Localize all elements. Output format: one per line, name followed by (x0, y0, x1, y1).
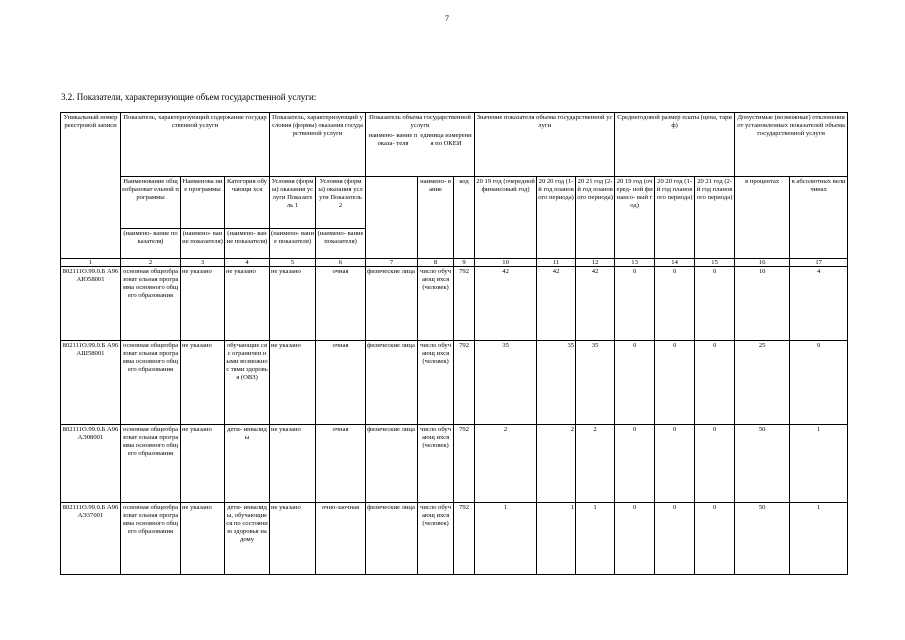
col-number: 15 (695, 259, 735, 267)
sub-program-name: Наименование общеобразоват ельной программы (121, 177, 181, 229)
cell-fee-2: 0 (655, 425, 695, 503)
cell-indicator: физические лица (366, 267, 418, 341)
col-number: 6 (316, 259, 366, 267)
cell-value-3: 2 (576, 425, 615, 503)
table-row (61, 341, 848, 425)
cell-fee-3: 0 (695, 267, 735, 341)
cell-fee-3: 0 (695, 503, 735, 575)
cell-value-2: 2 (537, 425, 576, 503)
cell-registry: 802111О.99.0.Б А96АЮ58001 (61, 267, 121, 341)
cell-cond2: очная (316, 267, 366, 341)
col-number: 9 (454, 259, 475, 267)
sub-year2: 20 20 год (1-й год планового периода) (537, 177, 576, 259)
col-number: 7 (366, 259, 418, 267)
volume-indicators-table (60, 112, 848, 575)
cell-value-2: 1 (537, 503, 576, 575)
cell-dev-absolute: 1 (790, 503, 848, 575)
col-number: 12 (576, 259, 615, 267)
header-indicator-name: наимено- вание показа- теля (368, 132, 418, 147)
header-value-title: Значение показателя объема государственной услуги (476, 114, 613, 129)
cell-fee-2: 0 (655, 503, 695, 575)
cell-fee-2: 0 (655, 267, 695, 341)
sub-indicator-empty (366, 177, 418, 259)
cell-category: дети- инвалиды (225, 425, 270, 503)
header-registry: Уникальный номер реестровой записи (61, 113, 121, 259)
cell-cond1: не указано (270, 267, 316, 341)
cell-unit-name: число обучающ ихся (человек) (418, 341, 454, 425)
table-row (61, 267, 848, 341)
header-content: Показатель, характеризующий содержание государственной услуги (121, 113, 270, 177)
cell-fee-1: 0 (615, 503, 655, 575)
cell-unit-name: число обучающ ихся (человек) (418, 503, 454, 575)
cell-unit-code: 792 (454, 267, 475, 341)
cell-program-name: основная общеобразоват ельная программа основного общего образования (121, 425, 181, 503)
cell-dev-percent: 50 (735, 425, 790, 503)
sub-cond1: Условия (формы) оказания услуги Показатель 1 (270, 177, 316, 229)
sub-year1: 20 19 год (очередной финансовый год) (475, 177, 537, 259)
col-number: 10 (475, 259, 537, 267)
cell-value-3: 35 (576, 341, 615, 425)
cell-value-3: 42 (576, 267, 615, 341)
cell-indicator: физические лица (366, 503, 418, 575)
cell-fee-3: 0 (695, 425, 735, 503)
column-numbers-row (61, 259, 848, 267)
cell-value-1: 2 (475, 425, 537, 503)
cell-unit-name: число обучающ ихся (человек) (418, 425, 454, 503)
cell-program-name: основная общеобразоват ельная программа основного общего образования (121, 267, 181, 341)
cell-value-1: 1 (475, 503, 537, 575)
cell-category: дети- инвалиды, обучающие ся по состоянию здоровья на дому (225, 503, 270, 575)
header-unit-okei: единица измерения по ОКЕИ (420, 132, 472, 147)
cell-cond1: не указано (270, 503, 316, 575)
cell-dev-absolute: 4 (790, 267, 848, 341)
col-number: 2 (121, 259, 181, 267)
cell-program-name: основная общеобразоват ельная программа основного общего образования (121, 341, 181, 425)
cell-program: не указано (181, 341, 225, 425)
table-row (61, 503, 848, 575)
header-conditions: Показатель, характеризующий условия (формы) оказания государственной услуги (270, 113, 366, 177)
sub-unit-code: код (454, 177, 475, 259)
cell-indicator: физические лица (366, 425, 418, 503)
sub-fee-year1: 20 19 год (очеред- ной финансо- вый год) (615, 177, 655, 259)
cell-unit-code: 792 (454, 341, 475, 425)
col-number: 8 (418, 259, 454, 267)
header-volume-title: Показатель объема государственной услуги (369, 114, 471, 129)
sub-cond2: Условия (формы) оказания услуги Показатель 2 (316, 177, 366, 229)
cell-program-name: основная общеобразоват ельная программа основного общего образования (121, 503, 181, 575)
cell-value-1: 35 (475, 341, 537, 425)
sub-category: Категория обучающи хся (225, 177, 270, 229)
col-number: 5 (270, 259, 316, 267)
cell-registry: 802111О.99.0.Б А96АЭ37001 (61, 503, 121, 575)
cell-fee-2: 0 (655, 341, 695, 425)
cell-cond1: не указано (270, 425, 316, 503)
cell-dev-percent: 50 (735, 503, 790, 575)
indicator-label-5: (наимено- вание показателя) (270, 229, 316, 259)
section-title: 3.2. Показатели, характеризующие объем государственной услуги: (61, 92, 317, 102)
header-value (475, 113, 615, 177)
indicator-label-2: (наимено- вание показателя) (121, 229, 181, 259)
cell-program: не указано (181, 503, 225, 575)
col-number: 4 (225, 259, 270, 267)
col-number: 1 (61, 259, 121, 267)
cell-category: обучающие ся с ограничен ными возможнос тями здоровья (ОВЗ) (225, 341, 270, 425)
sub-dev-absolute: в абсолютных величинах (790, 177, 848, 259)
cell-value-3: 1 (576, 503, 615, 575)
header-volume (366, 113, 475, 177)
indicator-label-6: (наимено- вание показателя) (316, 229, 366, 259)
table-row (61, 425, 848, 503)
cell-fee-1: 0 (615, 341, 655, 425)
col-number: 3 (181, 259, 225, 267)
cell-dev-absolute: 9 (790, 341, 848, 425)
cell-cond2: очная (316, 425, 366, 503)
sub-year3: 20 21 год (2-й год планового периода) (576, 177, 615, 259)
cell-indicator: физические лица (366, 341, 418, 425)
sub-unit-name: наимено- вание (418, 177, 454, 259)
col-number: 13 (615, 259, 655, 267)
cell-value-1: 42 (475, 267, 537, 341)
indicator-label-4: (наимено- вание показателя) (225, 229, 270, 259)
col-number: 14 (655, 259, 695, 267)
cell-cond2: очная (316, 341, 366, 425)
cell-dev-absolute: 1 (790, 425, 848, 503)
header-fee (615, 113, 735, 177)
header-deviation: Допустимые (возможные) отклонения от установленных показателей объема государственной услуги (735, 113, 848, 177)
cell-value-2: 35 (537, 341, 576, 425)
header-fee-title: Среднегодовой размер платы (цена, тариф) (617, 114, 732, 129)
page-number: 7 (445, 14, 449, 23)
cell-fee-1: 0 (615, 425, 655, 503)
cell-value-2: 42 (537, 267, 576, 341)
cell-dev-percent: 25 (735, 341, 790, 425)
cell-fee-1: 0 (615, 267, 655, 341)
sub-fee-year3: 20 21 год (2-й год планового периода) (695, 177, 735, 259)
cell-registry: 802111О.99.0.Б А96АШ58001 (61, 341, 121, 425)
cell-program: не указано (181, 425, 225, 503)
cell-cond1: не указано (270, 341, 316, 425)
sub-fee-year2: 20 20 год (1-й год планового периода) (655, 177, 695, 259)
cell-cond2: очно-заочная (316, 503, 366, 575)
sub-dev-percent: в процентах (735, 177, 790, 259)
cell-category: не указано (225, 267, 270, 341)
col-number: 16 (735, 259, 790, 267)
cell-program: не указано (181, 267, 225, 341)
cell-dev-percent: 10 (735, 267, 790, 341)
cell-unit-name: число обучающ ихся (человек) (418, 267, 454, 341)
cell-unit-code: 792 (454, 503, 475, 575)
indicator-label-3: (наимено- вание показателя) (181, 229, 225, 259)
cell-fee-3: 0 (695, 341, 735, 425)
sub-program: Наименова ние программы (181, 177, 225, 229)
cell-registry: 802111О.99.0.Б А96АЭ08001 (61, 425, 121, 503)
col-number: 11 (537, 259, 576, 267)
cell-unit-code: 792 (454, 425, 475, 503)
col-number: 17 (790, 259, 848, 267)
